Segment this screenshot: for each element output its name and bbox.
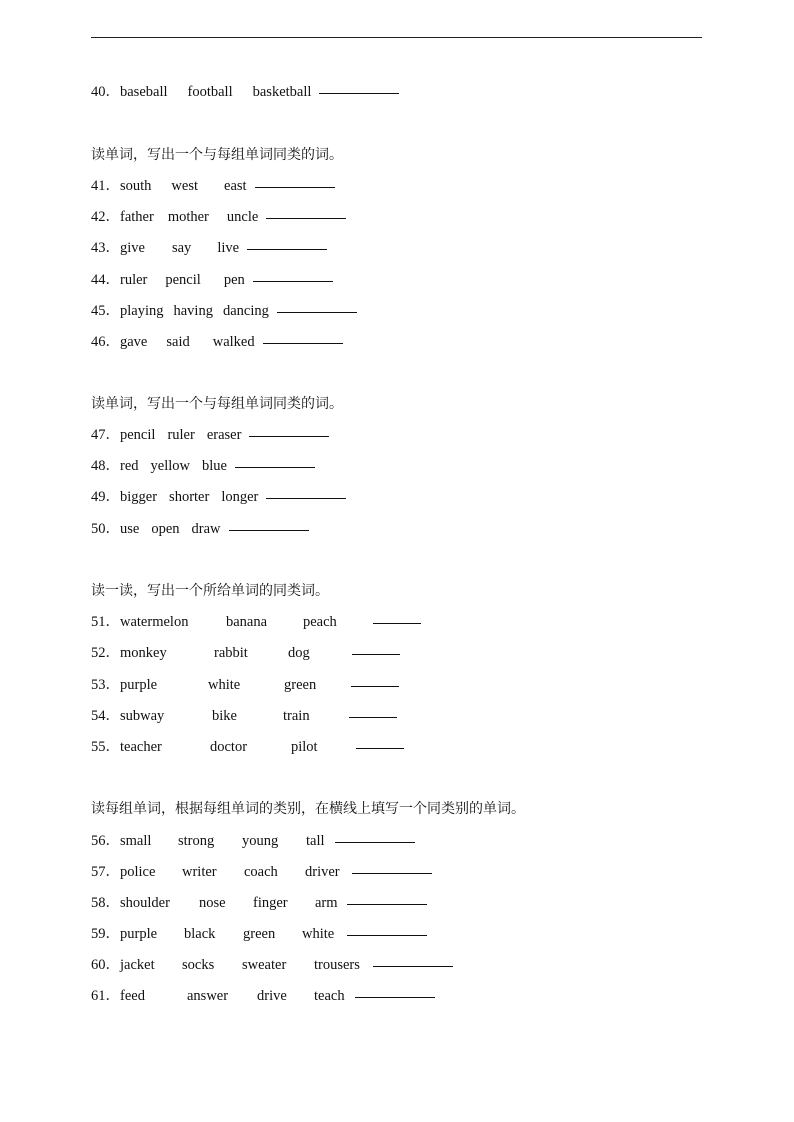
word: black <box>184 926 216 942</box>
word: give <box>120 240 145 256</box>
question-57 <box>91 862 432 882</box>
answer-blank[interactable] <box>355 997 435 998</box>
word: pencil <box>120 427 156 443</box>
answer-blank[interactable] <box>255 187 335 188</box>
answer-blank[interactable] <box>235 467 315 468</box>
word: train <box>283 708 310 724</box>
word: pilot <box>291 739 318 755</box>
word: west <box>171 178 199 194</box>
answer-blank[interactable] <box>247 249 327 250</box>
word: dancing <box>222 303 269 319</box>
word: banana <box>226 614 268 630</box>
word: pen <box>223 272 245 288</box>
word: draw <box>191 521 221 537</box>
answer-blank[interactable] <box>352 873 432 874</box>
word: open <box>151 521 180 537</box>
question-number: 49． <box>91 489 120 505</box>
word: blue <box>201 458 227 474</box>
word: jacket <box>120 957 155 973</box>
word: football <box>187 84 233 100</box>
word: watermelon <box>120 614 189 630</box>
answer-blank[interactable] <box>253 281 333 282</box>
question-number: 51． <box>91 614 120 630</box>
word: bigger <box>120 489 158 505</box>
question-number: 50． <box>91 521 120 537</box>
question-number: 61． <box>91 988 120 1004</box>
question-number: 40． <box>91 84 120 100</box>
word: subway <box>120 708 165 724</box>
section-heading: 读每组单词，根据每组单词的类别，在横线上填写一个同类别的单词。 <box>91 801 525 817</box>
word: uncle <box>226 209 259 225</box>
word: tall <box>306 833 325 849</box>
answer-blank[interactable] <box>266 218 346 219</box>
word: teacher <box>120 739 162 755</box>
word: answer <box>187 988 229 1004</box>
question-number: 57． <box>91 864 120 880</box>
question-61 <box>91 986 435 1006</box>
question-53 <box>91 675 399 695</box>
question-44 <box>91 270 333 290</box>
word: dog <box>288 645 310 661</box>
word: white <box>302 926 335 942</box>
word: father <box>120 209 154 225</box>
section-heading: 读一读，写出一个所给单词的同类词。 <box>91 583 329 599</box>
question-43 <box>91 238 327 258</box>
word: south <box>120 178 152 194</box>
word: purple <box>120 677 158 693</box>
answer-blank[interactable] <box>351 686 399 687</box>
question-number: 41． <box>91 178 120 194</box>
question-46 <box>91 332 343 352</box>
question-60 <box>91 955 453 975</box>
word: longer <box>221 489 259 505</box>
answer-blank[interactable] <box>277 312 357 313</box>
question-number: 52． <box>91 645 120 661</box>
word: purple <box>120 926 158 942</box>
section-heading: 读单词，写出一个与每组单词同类的词。 <box>91 396 343 412</box>
answer-blank[interactable] <box>266 498 346 499</box>
question-42 <box>91 207 346 227</box>
word: nose <box>199 895 226 911</box>
question-55 <box>91 737 404 757</box>
word: sweater <box>242 957 287 973</box>
answer-blank[interactable] <box>335 842 415 843</box>
question-number: 42． <box>91 209 120 225</box>
word: having <box>173 303 213 319</box>
word: small <box>120 833 152 849</box>
word: drive <box>257 988 287 1004</box>
answer-blank[interactable] <box>352 654 400 655</box>
answer-blank[interactable] <box>319 93 399 94</box>
word: police <box>120 864 156 880</box>
answer-blank[interactable] <box>263 343 343 344</box>
word: green <box>243 926 276 942</box>
answer-blank[interactable] <box>347 935 427 936</box>
answer-blank[interactable] <box>373 623 421 624</box>
word: finger <box>253 895 288 911</box>
question-49 <box>91 487 346 507</box>
question-50 <box>91 519 309 539</box>
word: driver <box>305 864 340 880</box>
question-51 <box>91 612 421 632</box>
word: mother <box>167 209 209 225</box>
question-56 <box>91 831 415 851</box>
question-52 <box>91 643 400 663</box>
question-number: 55． <box>91 739 120 755</box>
word: eraser <box>206 427 242 443</box>
word: shoulder <box>120 895 170 911</box>
question-41 <box>91 176 335 196</box>
question-58 <box>91 893 427 913</box>
question-54 <box>91 706 397 726</box>
question-number: 54． <box>91 708 120 724</box>
word: playing <box>120 303 164 319</box>
word: basketball <box>252 84 312 100</box>
question-number: 53． <box>91 677 120 693</box>
word: pencil <box>165 272 201 288</box>
question-number: 58． <box>91 895 120 911</box>
word: shorter <box>169 489 210 505</box>
word: gave <box>120 334 148 350</box>
word: ruler <box>120 272 148 288</box>
answer-blank[interactable] <box>349 717 397 718</box>
question-number: 59． <box>91 926 120 942</box>
word: east <box>224 178 247 194</box>
word: coach <box>244 864 278 880</box>
word: bike <box>212 708 237 724</box>
word: yellow <box>150 458 190 474</box>
word: writer <box>182 864 217 880</box>
question-number: 56． <box>91 833 120 849</box>
question-47 <box>91 425 329 445</box>
word: white <box>208 677 241 693</box>
question-40 <box>91 82 399 102</box>
answer-blank[interactable] <box>229 530 309 531</box>
question-number: 60． <box>91 957 120 973</box>
word: monkey <box>120 645 167 661</box>
word: green <box>284 677 317 693</box>
answer-blank[interactable] <box>347 904 427 905</box>
section-heading: 读单词，写出一个与每组单词同类的词。 <box>91 147 343 163</box>
word: young <box>242 833 279 849</box>
top-rule <box>91 37 702 38</box>
word: red <box>120 458 139 474</box>
question-number: 44． <box>91 272 120 288</box>
question-45 <box>91 301 357 321</box>
word: walked <box>212 334 255 350</box>
question-number: 43． <box>91 240 120 256</box>
word: trousers <box>314 957 360 973</box>
word: baseball <box>120 84 168 100</box>
word: teach <box>314 988 345 1004</box>
answer-blank[interactable] <box>249 436 329 437</box>
question-number: 45． <box>91 303 120 319</box>
word: live <box>217 240 240 256</box>
word: say <box>171 240 192 256</box>
word: arm <box>315 895 338 911</box>
question-number: 47． <box>91 427 120 443</box>
word: said <box>166 334 190 350</box>
word: feed <box>120 988 145 1004</box>
answer-blank[interactable] <box>356 748 404 749</box>
word: doctor <box>210 739 248 755</box>
question-number: 48． <box>91 458 120 474</box>
word: use <box>120 521 140 537</box>
word: socks <box>182 957 215 973</box>
word: ruler <box>167 427 195 443</box>
question-59 <box>91 924 427 944</box>
question-48 <box>91 456 315 476</box>
answer-blank[interactable] <box>373 966 453 967</box>
word: rabbit <box>214 645 248 661</box>
word: peach <box>303 614 337 630</box>
word: strong <box>178 833 215 849</box>
question-number: 46． <box>91 334 120 350</box>
